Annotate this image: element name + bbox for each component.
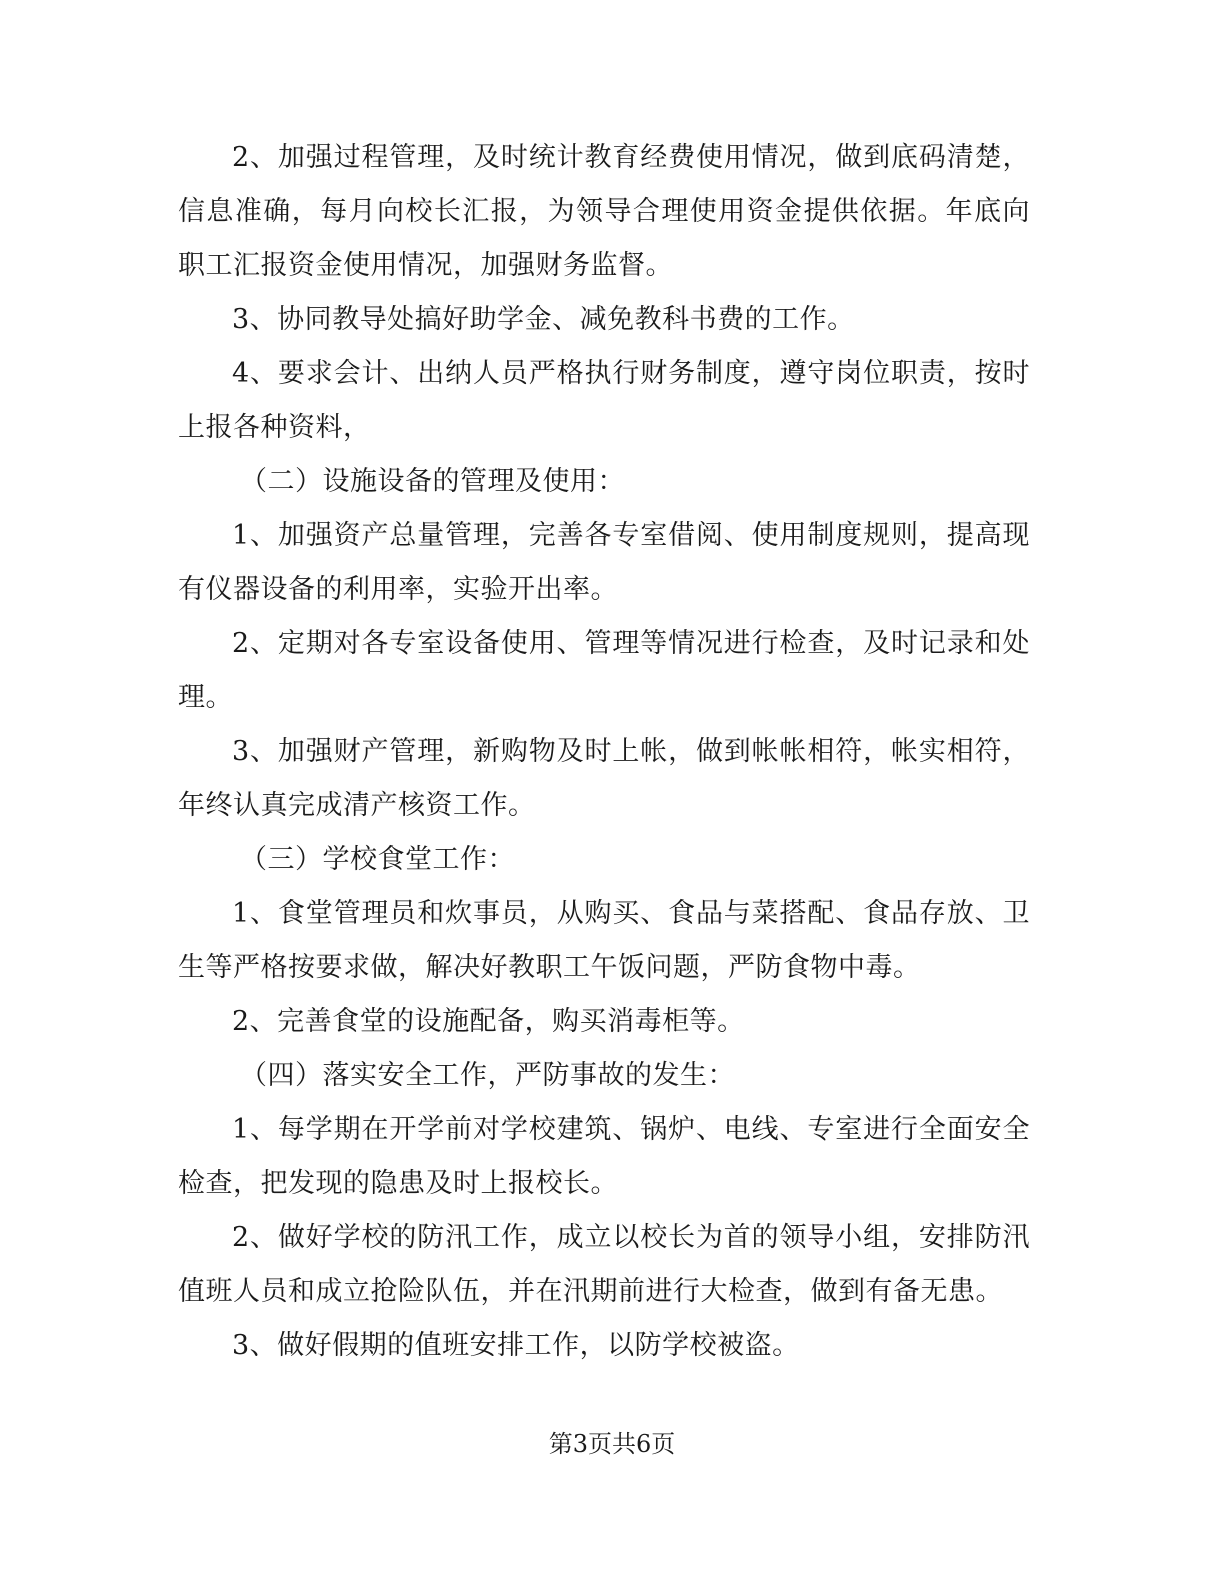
section-heading-safety: （四）落实安全工作，严防事故的发生： <box>240 1060 735 1091</box>
paragraph-asset-management: 1、加强资产总量管理，完善各专室借阅、使用制度规则，提高现有仪器设备的利用率，实验开出率。 <box>178 520 1030 605</box>
paragraph-financial-aid: 3、协同教导处搞好助学金、减免教科书费的工作。 <box>232 304 855 335</box>
paragraph-canteen-facilities: 2、完善食堂的设施配备，购买消毒柜等。 <box>232 1006 745 1037</box>
paragraph-equipment-inspection: 2、定期对各专室设备使用、管理等情况进行检查，及时记录和处理。 <box>178 628 1030 713</box>
paragraph-canteen-staff: 1、食堂管理员和炊事员，从购买、食品与菜搭配、食品存放、卫生等严格按要求做，解决好教职工午饭问题，严防食物中毒。 <box>178 898 1030 983</box>
document-body <box>178 131 1030 1373</box>
paragraph-holiday-duty: 3、做好假期的值班安排工作，以防学校被盗。 <box>232 1330 800 1361</box>
section-heading-canteen: （三）学校食堂工作： <box>240 844 515 875</box>
page-number-footer: 第3页共6页 <box>548 1430 676 1458</box>
paragraph-safety-inspection: 1、每学期在开学前对学校建筑、锅炉、电线、专室进行全面安全检查，把发现的隐患及时上报校长。 <box>178 1114 1030 1199</box>
section-heading-facilities: （二）设施设备的管理及使用： <box>240 466 625 497</box>
paragraph-property-management: 3、加强财产管理，新购物及时上帐，做到帐帐相符，帐实相符，年终认真完成清产核资工作。 <box>178 736 1030 821</box>
paragraph-finance-process: 2、加强过程管理，及时统计教育经费使用情况，做到底码清楚，信息准确，每月向校长汇报，为领导合理使用资金提供依据。年底向职工汇报资金使用情况，加强财务监督。 <box>178 142 1030 281</box>
paragraph-flood-prevention: 2、做好学校的防汛工作，成立以校长为首的领导小组，安排防汛值班人员和成立抢险队伍，并在汛期前进行大检查，做到有备无患。 <box>178 1222 1030 1307</box>
paragraph-accounting-rules: 4、要求会计、出纳人员严格执行财务制度，遵守岗位职责，按时上报各种资料， <box>178 358 1030 443</box>
